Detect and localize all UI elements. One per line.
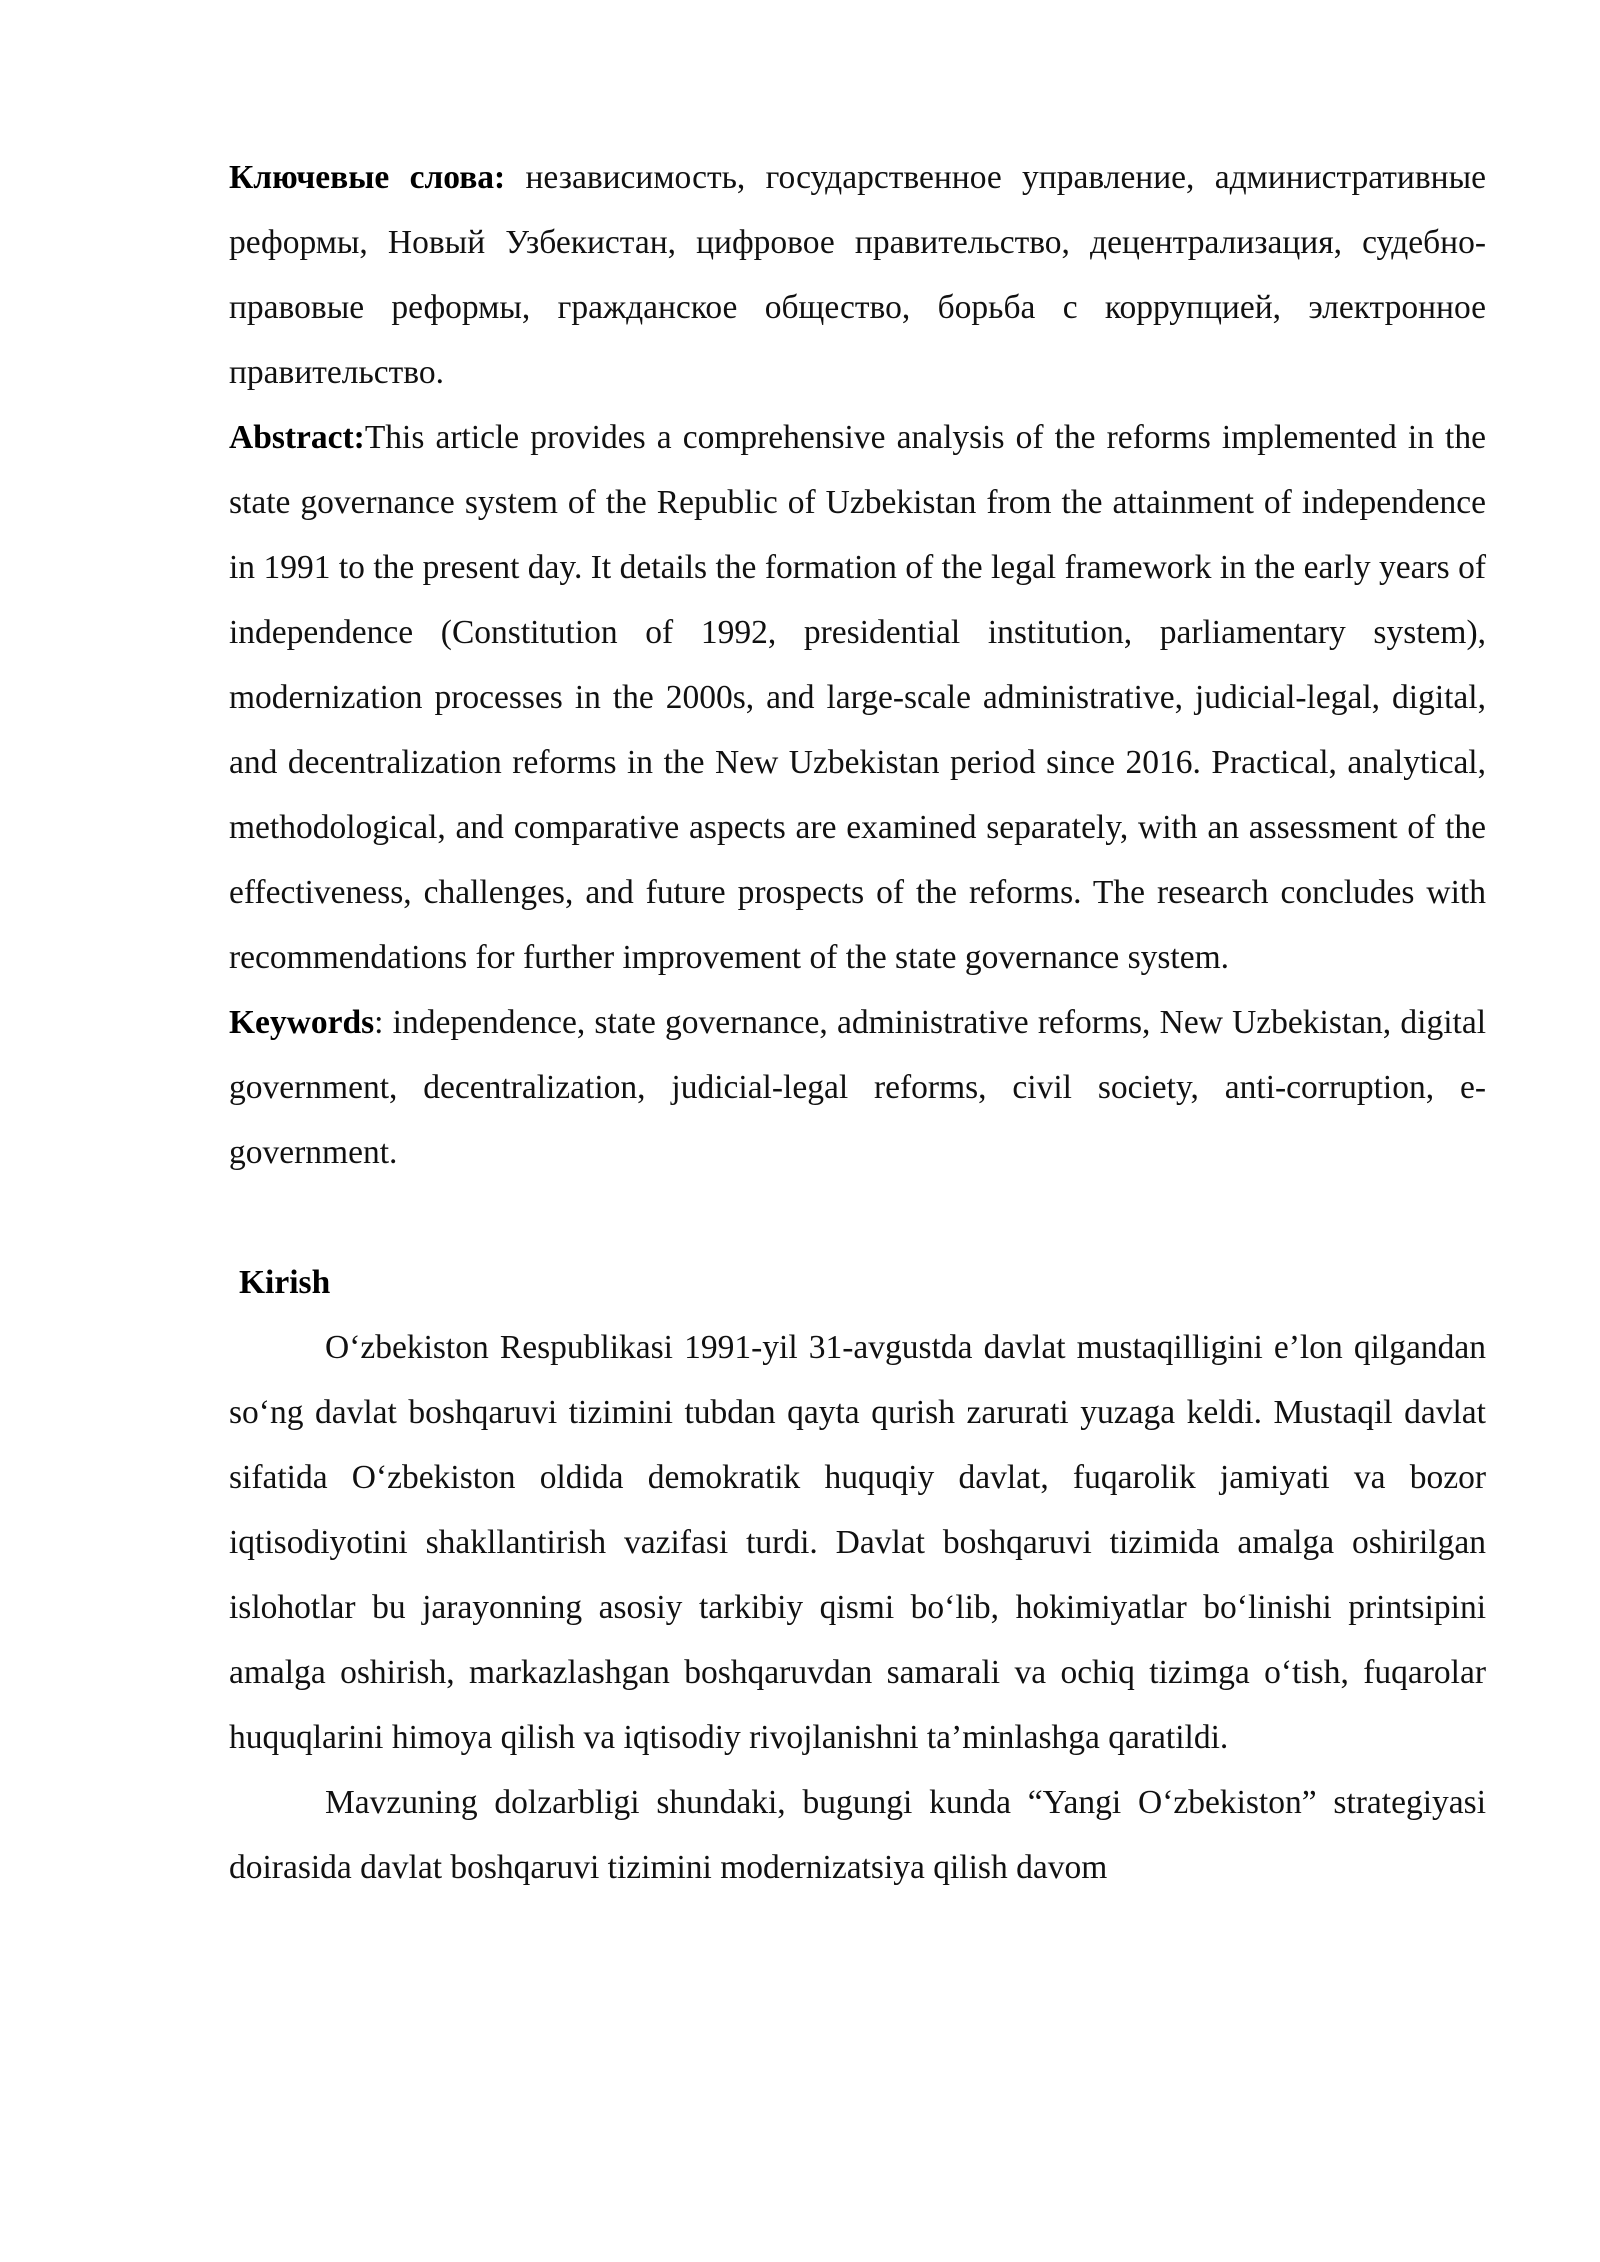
en-keywords-text: : independence, state governance, administrative reforms, New Uzbekistan, digital government, decentralization, judicial-legal reforms, civil society, anti-corruption, e-government.	[229, 1004, 1486, 1171]
body-paragraph: O‘zbekiston Respublikasi 1991-yil 31-avgustda davlat mustaqilligini e’lon qilgandan so‘ng davlat boshqaruvi tizimini tubdan qayta qurish zarurati yuzaga keldi. Mustaqil davlat sifatida O‘zbekiston oldida demokratik huquqiy davlat, fuqarolik jamiyati va bozor iqtisodiyotini shakllantirish vazifasi turdi. Davlat boshqaruvi tizimida amalga oshirilgan islohotlar bu jarayonning asosiy tarkibiy qismi bo‘lib, hokimiyatlar bo‘linishi printsipini amalga oshirish, markazlashgan boshqaruvdan samarali va ochiq tizimga o‘tish, fuqarolar huquqlarini himoya qilish va iqtisodiy rivojlanishni ta’minlashga qaratildi.	[229, 1329, 1486, 1756]
abstract-text: This article provides a comprehensive analysis of the reforms implemented in the state governance system of the Republic of Uzbekistan from the attainment of independence in 1991 to the present day. It details the formation of the legal framework in the early years of independence (Constitution of 1992, presidential institution, parliamentary system), modernization processes in the 2000s, and large-scale administrative, judicial-legal, digital, and decentralization reforms in the New Uzbekistan period since 2016. Practical, analytical, methodological, and comparative aspects are examined separately, with an assessment of the effectiveness, challenges, and future prospects of the reforms. The research concludes with recommendations for further improvement of the state governance system.	[229, 419, 1486, 976]
body-paragraph: Mavzuning dolzarbligi shundaki, bugungi kunda “Yangi O‘zbekiston” strategiyasi doirasida davlat boshqaruvi tizimini modernizatsiya qilish davom	[229, 1784, 1486, 1886]
page-content	[229, 145, 1486, 1900]
ru-keywords-text: независимость, государственное управление, административные реформы, Новый Узбекистан, цифровое правительство, децентрализация, судебно-правовые реформы, гражданское общество, борьба с коррупцией, электронное правительство.	[229, 159, 1486, 391]
ru-keywords-paragraph	[229, 145, 1486, 405]
abstract-paragraph	[229, 405, 1486, 990]
abstract-label: Abstract:	[229, 419, 365, 456]
ru-keywords-label: Ключевые слова:	[229, 159, 506, 196]
en-keywords-paragraph	[229, 990, 1486, 1185]
en-keywords-label: Keywords	[229, 1004, 375, 1041]
section-heading: Kirish	[239, 1264, 331, 1301]
blank-line	[229, 1185, 1486, 1250]
